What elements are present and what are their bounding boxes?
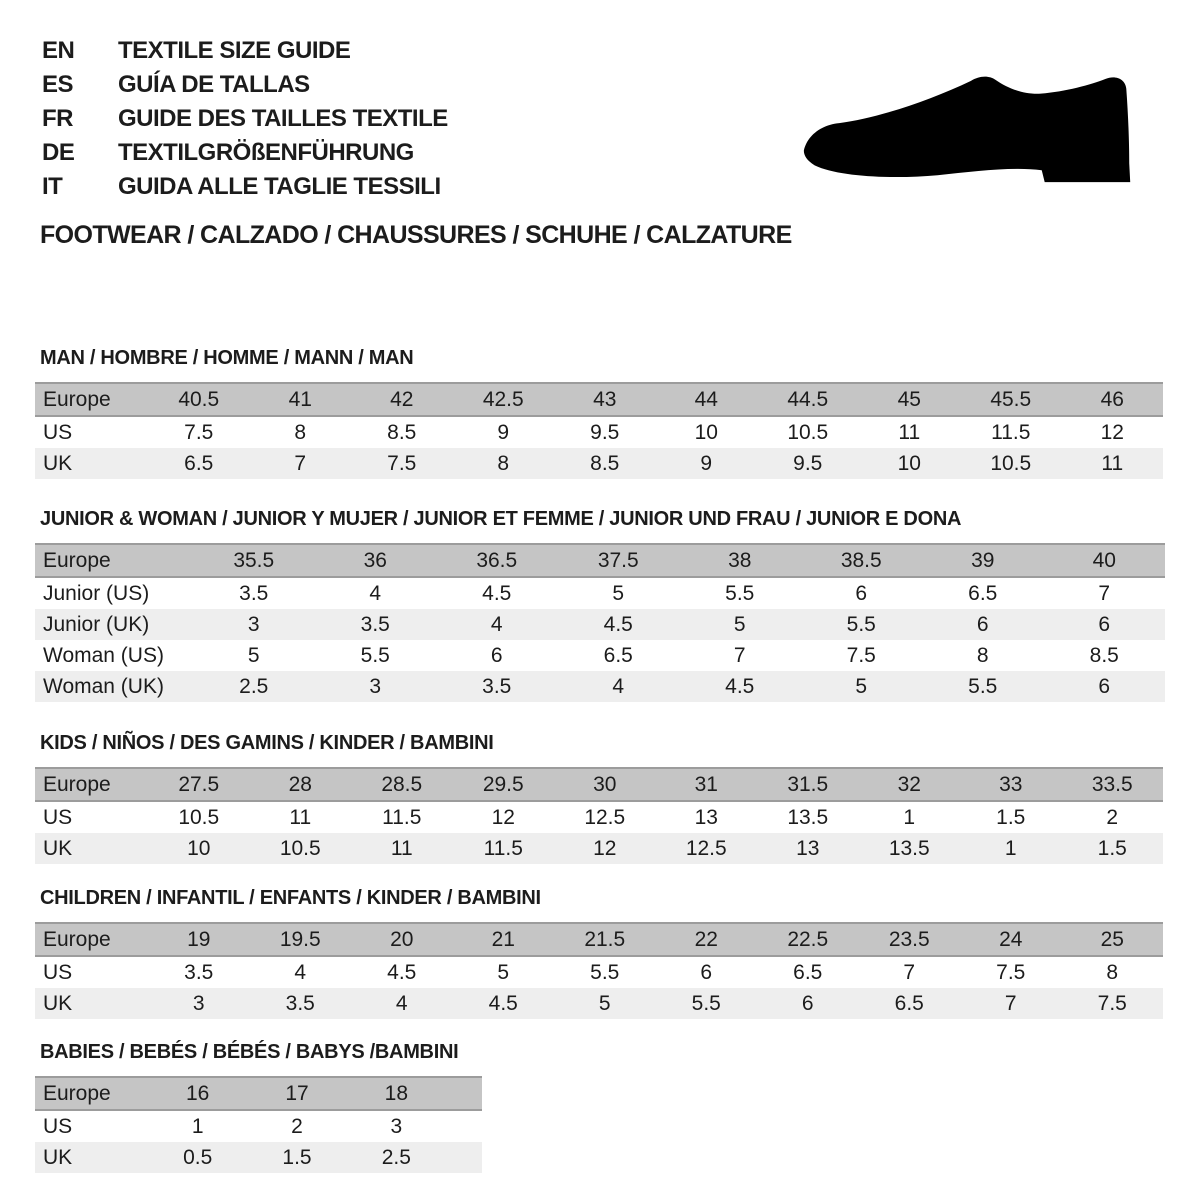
size-cell: 5.5 — [360, 644, 390, 667]
table-row — [35, 988, 1163, 1019]
size-cell: 7 — [903, 961, 916, 984]
table-row — [35, 768, 1163, 801]
size-cell: 6 — [1044, 671, 1166, 702]
size-cell: 39 — [922, 544, 1044, 577]
size-cell: 1 — [191, 1115, 204, 1138]
size-cell: 7 — [1098, 582, 1111, 605]
size-cell: 8 — [1106, 961, 1119, 984]
size-cell: 2.5 — [193, 671, 315, 702]
size-cell: 2 — [1106, 806, 1119, 829]
size-cell: 3 — [315, 671, 437, 702]
size-cell: 41 — [250, 383, 352, 416]
size-cell: 22 — [656, 923, 758, 956]
language-code: EN — [42, 37, 75, 64]
size-cell: 12.5 — [584, 806, 626, 829]
size-table-children — [35, 922, 1163, 1019]
size-cell: 6 — [757, 988, 859, 1019]
size-cell: 3.5 — [184, 961, 214, 984]
section-title-junior: JUNIOR & WOMAN / JUNIOR Y MUJER / JUNIOR ET FEMME / JUNIOR UND FRAU / JUNIOR E DONA — [40, 508, 962, 530]
table-row — [35, 609, 1165, 640]
size-cell: 8 — [453, 448, 555, 479]
size-cell: 19 — [148, 923, 250, 956]
size-cell: 5.5 — [656, 988, 758, 1019]
size-table-junior — [35, 543, 1165, 702]
row-label: UK — [35, 833, 148, 864]
size-cell: 7 — [250, 448, 352, 479]
size-cell: 4 — [558, 671, 680, 702]
section-title-babies: BABIES / BEBÉS / BÉBÉS / BABYS /BAMBINI — [40, 1041, 459, 1063]
size-cell: 11.5 — [991, 421, 1031, 444]
language-code: ES — [42, 71, 74, 98]
table-row — [35, 577, 1165, 609]
size-cell: 1.5 — [996, 806, 1026, 829]
size-cell: 19.5 — [250, 923, 352, 956]
size-cell: 38.5 — [801, 544, 923, 577]
table-row — [35, 801, 1163, 833]
size-table-man — [35, 382, 1163, 479]
size-cell: 3.5 — [315, 609, 437, 640]
size-cell: 9.5 — [757, 448, 859, 479]
size-cell: 8.5 — [387, 421, 417, 444]
size-cell: 11 — [351, 833, 453, 864]
size-cell: 17 — [247, 1077, 346, 1110]
table-row — [35, 1110, 482, 1142]
size-cell: 8.5 — [1089, 644, 1119, 667]
language-guide-title: TEXTILGRÖßENFÜHRUNG — [118, 139, 414, 166]
table-row — [35, 833, 1163, 864]
filler-cell — [446, 1142, 482, 1173]
size-cell: 10 — [148, 833, 250, 864]
size-section-man — [35, 346, 1163, 479]
size-cell: 5.5 — [725, 582, 755, 605]
size-cell: 1.5 — [247, 1142, 346, 1173]
size-cell: 32 — [859, 768, 961, 801]
filler-cell — [446, 1077, 482, 1110]
size-cell: 45 — [859, 383, 961, 416]
size-cell: 2 — [291, 1115, 303, 1138]
size-cell: 3.5 — [250, 988, 352, 1019]
size-cell: 9 — [497, 421, 510, 444]
size-cell: 1 — [960, 833, 1062, 864]
size-cell: 4 — [436, 609, 558, 640]
size-cell: 42 — [351, 383, 453, 416]
language-guide-title: GUÍA DE TALLAS — [118, 71, 310, 98]
row-label: Woman (UK) — [35, 671, 193, 702]
size-cell: 44.5 — [757, 383, 859, 416]
size-cell: 45.5 — [960, 383, 1062, 416]
size-cell: 4.5 — [482, 582, 512, 605]
size-cell: 29.5 — [453, 768, 555, 801]
size-cell: 7 — [733, 644, 746, 667]
section-title-man: MAN / HOMBRE / HOMME / MANN / MAN — [40, 347, 414, 369]
size-cell: 7.5 — [351, 448, 453, 479]
size-cell: 18 — [347, 1077, 446, 1110]
size-cell: 6 — [700, 961, 713, 984]
size-cell: 4 — [369, 582, 382, 605]
size-cell: 4 — [294, 961, 307, 984]
size-cell: 5 — [801, 671, 923, 702]
row-label: UK — [35, 448, 148, 479]
size-cell: 13.5 — [859, 833, 961, 864]
size-cell: 7.5 — [996, 961, 1026, 984]
row-label: UK — [35, 1142, 148, 1173]
size-cell: 8.5 — [554, 448, 656, 479]
table-row — [35, 956, 1163, 988]
size-cell: 40 — [1044, 544, 1166, 577]
language-guide-title: TEXTILE SIZE GUIDE — [118, 37, 351, 64]
size-cell: 3.5 — [239, 582, 269, 605]
size-cell: 6 — [1044, 609, 1166, 640]
size-cell: 12 — [491, 806, 515, 829]
size-cell: 33 — [960, 768, 1062, 801]
size-cell: 31.5 — [757, 768, 859, 801]
size-cell: 33.5 — [1062, 768, 1164, 801]
size-cell: 28.5 — [351, 768, 453, 801]
size-cell: 10 — [859, 448, 961, 479]
size-cell: 30 — [554, 768, 656, 801]
size-cell: 21.5 — [554, 923, 656, 956]
size-cell: 5 — [247, 644, 260, 667]
size-cell: 0.5 — [148, 1142, 247, 1173]
table-row — [35, 416, 1163, 448]
size-cell: 6.5 — [603, 644, 633, 667]
size-cell: 7 — [960, 988, 1062, 1019]
size-table-babies — [35, 1076, 482, 1173]
size-cell: 27.5 — [148, 768, 250, 801]
section-title-kids: KIDS / NIÑOS / DES GAMINS / KINDER / BAMBINI — [40, 732, 494, 754]
size-cell: 13 — [694, 806, 718, 829]
row-label: US — [43, 421, 73, 444]
row-label: US — [43, 1115, 73, 1138]
table-row — [35, 1142, 482, 1173]
size-cell: 13.5 — [787, 806, 829, 829]
table-row — [35, 1077, 482, 1110]
size-table-kids — [35, 767, 1163, 864]
size-cell: 7.5 — [184, 421, 214, 444]
table-row — [35, 544, 1165, 577]
table-row — [35, 671, 1165, 702]
row-label: Woman (US) — [43, 644, 164, 667]
size-cell: 4.5 — [679, 671, 801, 702]
size-cell: 44 — [656, 383, 758, 416]
size-cell: 6.5 — [793, 961, 823, 984]
size-section-children — [35, 886, 1163, 1019]
table-row — [35, 448, 1163, 479]
size-cell: 12 — [1100, 421, 1124, 444]
size-cell: 6.5 — [859, 988, 961, 1019]
size-cell: 11 — [289, 806, 312, 829]
size-cell: 4.5 — [558, 609, 680, 640]
row-label: Europe — [35, 1077, 148, 1110]
language-guide-title: GUIDE DES TAILLES TEXTILE — [118, 105, 448, 132]
size-cell: 21 — [453, 923, 555, 956]
size-cell: 10.5 — [787, 421, 829, 444]
row-label: Europe — [35, 923, 148, 956]
category-line: FOOTWEAR / CALZADO / CHAUSSURES / SCHUHE / CALZATURE — [40, 221, 792, 249]
size-cell: 11 — [1062, 448, 1164, 479]
table-row — [35, 923, 1163, 956]
size-cell: 25 — [1062, 923, 1164, 956]
size-cell: 31 — [656, 768, 758, 801]
row-label: Junior (US) — [43, 582, 150, 605]
size-cell: 40.5 — [148, 383, 250, 416]
size-cell: 20 — [351, 923, 453, 956]
size-cell: 23.5 — [859, 923, 961, 956]
size-cell: 5 — [679, 609, 801, 640]
size-cell: 3 — [390, 1115, 403, 1138]
size-cell: 12.5 — [656, 833, 758, 864]
size-cell: 10.5 — [178, 806, 220, 829]
row-label: Europe — [35, 383, 148, 416]
size-cell: 11 — [898, 421, 921, 444]
section-title-children: CHILDREN / INFANTIL / ENFANTS / KINDER / BAMBINI — [40, 887, 541, 909]
size-cell: 36 — [315, 544, 437, 577]
size-cell: 10.5 — [960, 448, 1062, 479]
row-label: Europe — [35, 544, 193, 577]
size-cell: 10 — [694, 421, 718, 444]
size-cell: 11.5 — [453, 833, 555, 864]
size-cell: 5.5 — [801, 609, 923, 640]
language-code: IT — [42, 173, 63, 200]
size-cell: 38 — [679, 544, 801, 577]
size-cell: 6.5 — [968, 582, 998, 605]
size-cell: 6.5 — [148, 448, 250, 479]
size-section-kids — [35, 731, 1163, 864]
size-cell: 2.5 — [347, 1142, 446, 1173]
size-cell: 13 — [757, 833, 859, 864]
size-section-junior — [35, 507, 1165, 702]
size-cell: 1.5 — [1062, 833, 1164, 864]
size-cell: 36.5 — [436, 544, 558, 577]
table-row — [35, 383, 1163, 416]
size-cell: 3 — [148, 988, 250, 1019]
size-cell: 8 — [976, 644, 989, 667]
size-cell: 3 — [193, 609, 315, 640]
size-cell: 4.5 — [387, 961, 417, 984]
language-code: DE — [42, 139, 75, 166]
size-cell: 4.5 — [453, 988, 555, 1019]
size-cell: 4 — [351, 988, 453, 1019]
size-section-babies — [35, 1040, 482, 1173]
size-cell: 42.5 — [453, 383, 555, 416]
row-label: Junior (UK) — [35, 609, 193, 640]
size-cell: 6 — [855, 582, 868, 605]
size-cell: 6 — [490, 644, 503, 667]
size-cell: 8 — [294, 421, 307, 444]
size-cell: 1 — [903, 806, 916, 829]
size-cell: 22.5 — [757, 923, 859, 956]
size-cell: 7.5 — [1062, 988, 1164, 1019]
size-cell: 35.5 — [193, 544, 315, 577]
row-label: Europe — [35, 768, 148, 801]
language-code: FR — [42, 105, 73, 132]
size-cell: 9 — [656, 448, 758, 479]
row-label: US — [43, 961, 73, 984]
size-cell: 6 — [922, 609, 1044, 640]
size-cell: 5 — [497, 961, 510, 984]
size-cell: 16 — [148, 1077, 247, 1110]
size-cell: 5 — [612, 582, 625, 605]
size-cell: 37.5 — [558, 544, 680, 577]
size-cell: 24 — [960, 923, 1062, 956]
size-cell: 5.5 — [590, 961, 620, 984]
size-cell: 9.5 — [590, 421, 620, 444]
size-cell: 3.5 — [436, 671, 558, 702]
size-cell: 10.5 — [250, 833, 352, 864]
row-label: UK — [35, 988, 148, 1019]
size-cell: 11.5 — [382, 806, 422, 829]
row-label: US — [43, 806, 73, 829]
language-guide-title: GUIDA ALLE TAGLIE TESSILI — [118, 173, 441, 200]
size-cell: 7.5 — [846, 644, 876, 667]
size-cell: 43 — [554, 383, 656, 416]
size-cell: 46 — [1062, 383, 1164, 416]
size-cell: 5.5 — [922, 671, 1044, 702]
table-row — [35, 640, 1165, 671]
size-cell: 12 — [554, 833, 656, 864]
size-cell: 28 — [250, 768, 352, 801]
size-cell: 5 — [554, 988, 656, 1019]
filler-cell — [446, 1110, 482, 1142]
